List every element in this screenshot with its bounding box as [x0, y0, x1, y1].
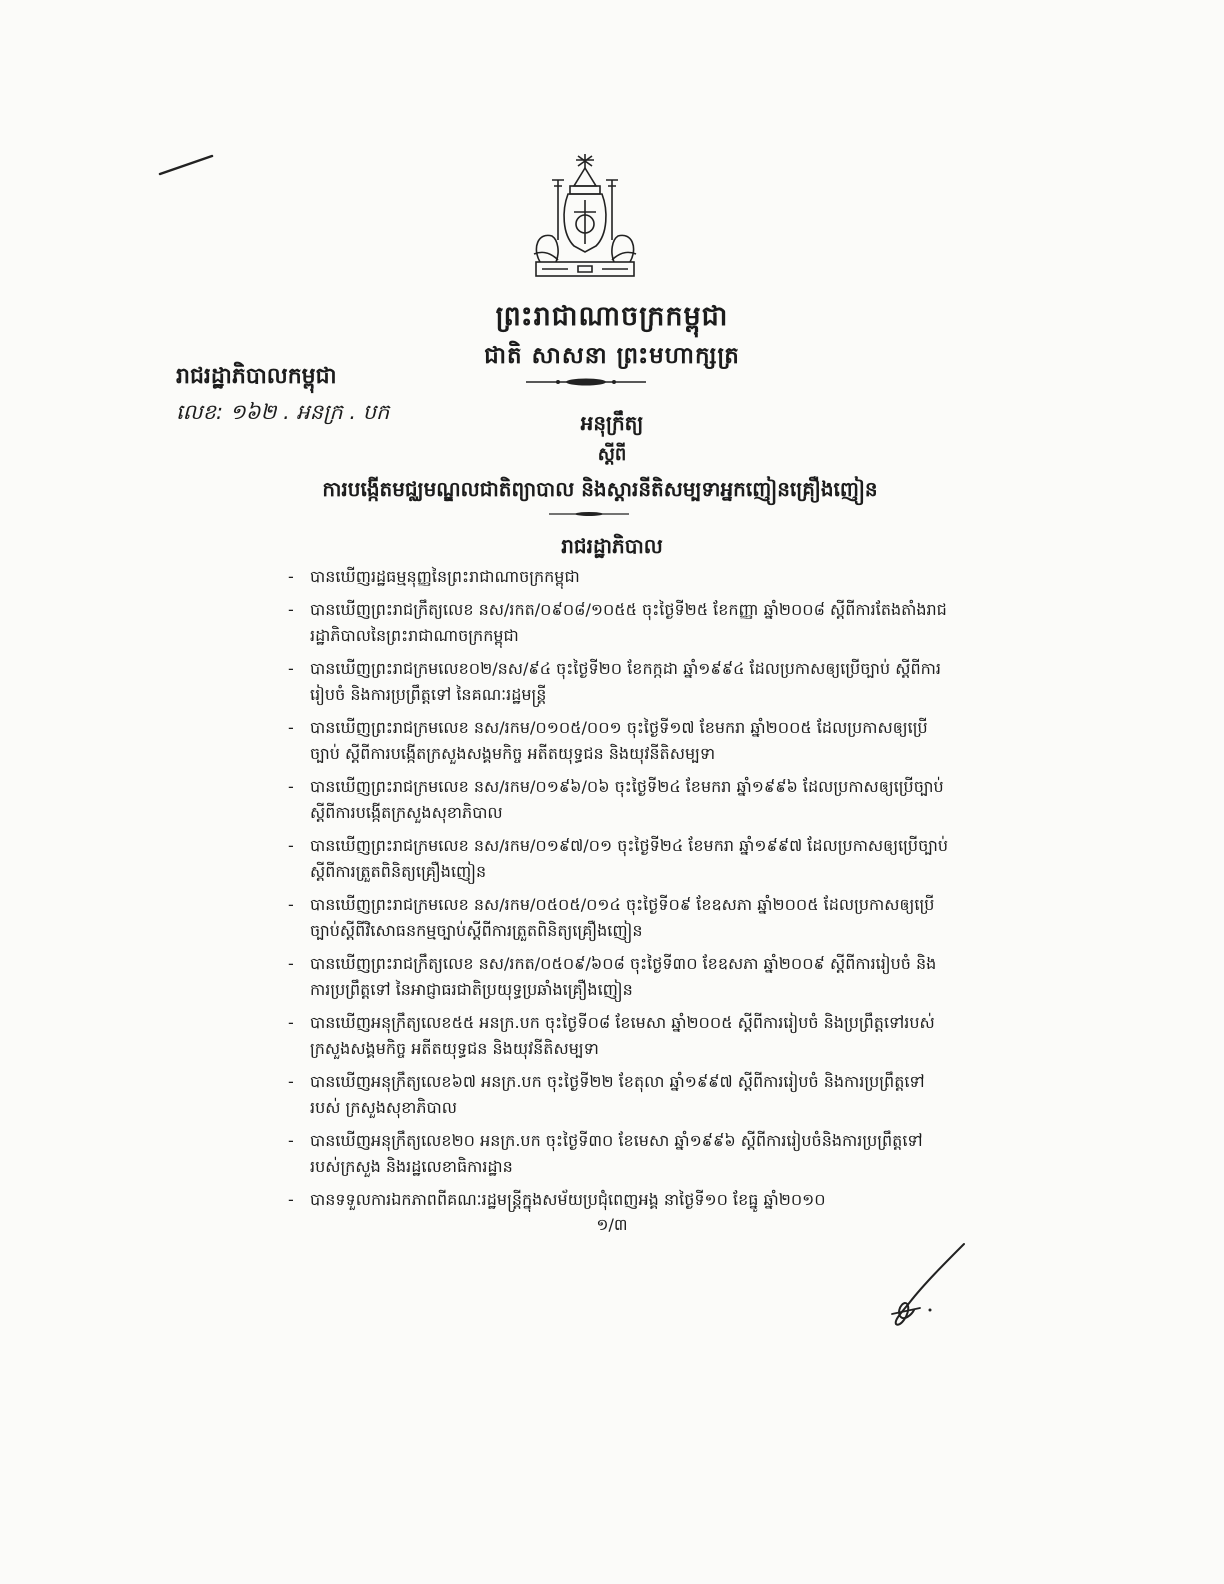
bullet-dash: -	[288, 895, 294, 914]
list-item	[288, 1187, 948, 1213]
ornamental-divider	[526, 377, 646, 387]
document-type: អនុក្រឹត្យ	[580, 411, 644, 435]
recital-text: បានទទួលការឯកភាពពីគណៈរដ្ឋមន្ត្រីក្នុងសម័យប្រជុំពេញអង្គ នាថ្ងៃទី១០ ខែធ្នូ ឆ្នាំ២០១០	[310, 1190, 826, 1209]
handwritten-initials	[880, 1240, 980, 1330]
list-item	[288, 833, 948, 885]
list-item	[288, 951, 948, 1003]
list-item	[288, 715, 948, 767]
recital-text: បានឃើញព្រះរាជក្រមលេខ នស/រកម/០១៩៧/០១ ចុះថ្ងៃទី២៤ ខែមករា ឆ្នាំ១៩៩៧ ដែលប្រកាសឲ្យប្រើច្បាប់ ស្តីពីការត្រួតពិនិត្យគ្រឿងញៀន	[310, 836, 949, 881]
recital-text: បានឃើញព្រះរាជក្រមលេខ នស/រកម/០១៩៦/០៦ ចុះថ្ងៃទី២៤ ខែមករា ឆ្នាំ១៩៩៦ ដែលប្រកាសឲ្យប្រើច្បាប់ ស្តីពីការបង្កើតក្រសួងសុខាភិបាល	[310, 777, 944, 822]
recital-text: បានឃើញព្រះរាជក្រមលេខ០២/នស/៩៤ ចុះថ្ងៃទី២០ ខែកក្កដា ឆ្នាំ១៩៩៤ ដែលប្រកាសឲ្យប្រើច្បាប់ ស្តីពីការរៀបចំ និងការប្រព្រឹត្តទៅ នៃគណៈរដ្ឋមន្ត្រី	[310, 659, 941, 704]
subject-divider	[549, 511, 629, 517]
pen-stroke-mark	[158, 150, 214, 178]
about-label: ស្តីពី	[597, 444, 627, 465]
recital-text: បានឃើញអនុក្រឹត្យលេខ៥៥ អនក្រ.បក ចុះថ្ងៃទី០៨ ខែមេសា ឆ្នាំ២០០៥ ស្តីពីការរៀបចំ និងប្រព្រឹត្តទៅរបស់ក្រសួងសង្គមកិច្ច អតីតយុទ្ធជន និងយុវនីតិសម្បទា	[310, 1013, 935, 1058]
bullet-dash: -	[288, 600, 294, 619]
recital-text: បានឃើញព្រះរាជក្រឹត្យលេខ នស/រកត/០៥០៩/៦០៨ ចុះថ្ងៃទី៣០ ខែឧសភា ឆ្នាំ២០០៩ ស្តីពីការរៀបចំ និងការប្រព្រឹត្តទៅ នៃអាជ្ញាធរជាតិប្រយុទ្ធប្រឆាំងគ្រឿងញៀន	[310, 954, 937, 999]
list-item	[288, 1010, 948, 1062]
recital-text: បានឃើញព្រះរាជក្រមលេខ នស/រកម/០៥០៥/០១៤ ចុះថ្ងៃទី០៩ ខែឧសភា ឆ្នាំ២០០៥ ដែលប្រកាសឲ្យប្រើច្បាប់ស្តីពីវិសោធនកម្មច្បាប់ស្តីពីការត្រួតពិនិត្យគ្រឿងញៀន	[310, 895, 935, 940]
national-motto: ជាតិ សាសនា ព្រះមហាក្សត្រ	[484, 343, 740, 369]
bullet-dash: -	[288, 954, 294, 973]
bullet-dash: -	[288, 659, 294, 678]
recital-text: បានឃើញរដ្ឋធម្មនុញ្ញនៃព្រះរាជាណាចក្រកម្ពុជា	[310, 567, 580, 586]
list-item	[288, 892, 948, 944]
recital-text: បានឃើញព្រះរាជក្រមលេខ នស/រកម/០១០៥/០០១ ចុះថ្ងៃទី១៧ ខែមករា ឆ្នាំ២០០៥ ដែលប្រកាសឲ្យប្រើច្បាប់ ស្តីពីការបង្កើតក្រសួងសង្គមកិច្ច អតីតយុទ្ធជន និងយុវនីតិសម្បទា	[310, 718, 928, 763]
recital-text: បានឃើញអនុក្រឹត្យលេខ២០ អនក្រ.បក ចុះថ្ងៃទី៣០ ខែមេសា ឆ្នាំ១៩៩៦ ស្តីពីការរៀបចំនិងការប្រព្រឹត្តទៅរបស់ក្រសួង និងរដ្ឋលេខាធិការដ្ឋាន	[310, 1131, 923, 1176]
document-number: លេខ: ១៦២ . អនក្រ . បក	[176, 400, 390, 424]
page-number: ១/៣	[596, 1215, 628, 1234]
list-item	[288, 564, 948, 590]
bullet-dash: -	[288, 1131, 294, 1150]
recital-text: បានឃើញអនុក្រឹត្យលេខ៦៧ អនក្រ.បក ចុះថ្ងៃទី២២ ខែតុលា ឆ្នាំ១៩៩៧ ស្តីពីការរៀបចំ និងការប្រព្រឹត្តទៅរបស់ ក្រសួងសុខាភិបាល	[310, 1072, 925, 1117]
bullet-dash: -	[288, 836, 294, 855]
list-item	[288, 597, 948, 649]
bullet-dash: -	[288, 718, 294, 737]
government-heading: រាជរដ្ឋាភិបាល	[561, 534, 663, 558]
recitals-list	[288, 564, 948, 1220]
document-subject: ការបង្កើតមជ្ឈមណ្ឌលជាតិព្យាបាល និងស្តារនីតិសម្បទាអ្នកញៀនគ្រឿងញៀន	[322, 477, 878, 501]
list-item	[288, 774, 948, 826]
bullet-dash: -	[288, 777, 294, 796]
bullet-dash: -	[288, 1072, 294, 1091]
list-item	[288, 1069, 948, 1121]
recital-text: បានឃើញព្រះរាជក្រឹត្យលេខ នស/រកត/០៩០៨/១០៥៥ ចុះថ្ងៃទី២៥ ខែកញ្ញា ឆ្នាំ២០០៨ ស្តីពីការតែងតាំងរាជរដ្ឋាភិបាលនៃព្រះរាជាណាចក្រកម្ពុជា	[310, 600, 947, 645]
kingdom-heading: ព្រះរាជាណាចក្រកម្ពុជា	[495, 301, 729, 332]
issuing-authority: រាជរដ្ឋាភិបាលកម្ពុជា	[176, 364, 337, 389]
bullet-dash: -	[288, 567, 294, 586]
bullet-dash: -	[288, 1013, 294, 1032]
royal-coat-of-arms-icon	[518, 150, 652, 284]
list-item	[288, 656, 948, 708]
list-item	[288, 1128, 948, 1180]
bullet-dash: -	[288, 1190, 294, 1209]
